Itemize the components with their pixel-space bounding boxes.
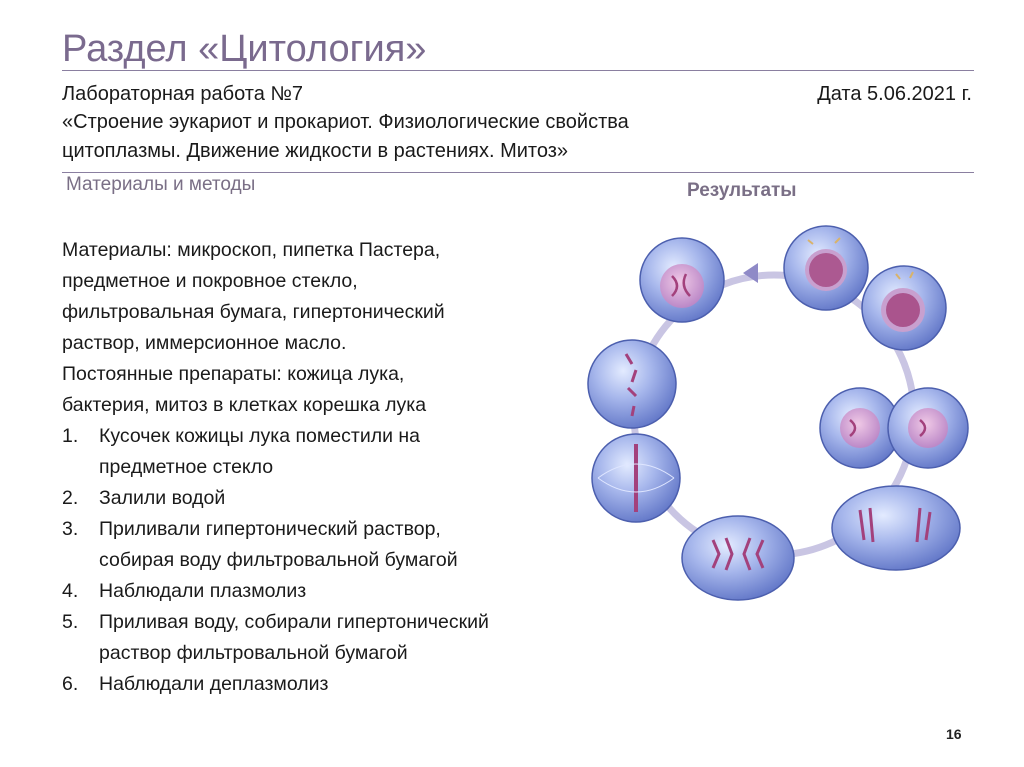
- mitosis-cycle-illustration: [578, 210, 978, 610]
- late-anaphase-cell: [832, 486, 960, 570]
- lab-theme: [62, 108, 762, 166]
- step-number: 4.: [62, 580, 79, 602]
- interphase-cell: [784, 226, 868, 310]
- prometaphase-cell: [588, 340, 676, 428]
- materials-line: фильтровальная бумага, гипертонический: [62, 301, 445, 323]
- step-text: раствор фильтровальной бумагой: [99, 642, 408, 664]
- method-step: [62, 483, 592, 514]
- slide-title: Раздел «Цитология»: [62, 28, 427, 70]
- materials-methods-text: [62, 235, 592, 700]
- method-step: [62, 669, 592, 700]
- lab-number: Лабораторная работа №7: [62, 83, 303, 105]
- results-heading: Результаты: [687, 180, 797, 201]
- materials-line: предметное и покровное стекло,: [62, 270, 358, 292]
- materials-line: раствор, иммерсионное масло.: [62, 332, 347, 354]
- method-steps-list: [62, 421, 592, 700]
- lab-theme-line: цитоплазмы. Движение жидкости в растениях. Митоз»: [62, 140, 569, 162]
- method-step: [62, 576, 592, 607]
- step-number: 5.: [62, 611, 79, 633]
- step-text: Залили водой: [99, 487, 226, 509]
- title-divider: [62, 70, 974, 71]
- materials-line: Материалы: микроскоп, пипетка Пастера,: [62, 239, 441, 261]
- materials-line: Постоянные препараты: кожица лука,: [62, 363, 405, 385]
- step-text: собирая воду фильтровальной бумагой: [99, 549, 458, 571]
- step-text: Приливая воду, собирали гипертонический: [99, 611, 489, 633]
- prophase-cell: [862, 266, 946, 350]
- materials-line: бактерия, митоз в клетках корешка лука: [62, 394, 427, 416]
- lab-theme-line: «Строение эукариот и прокариот. Физиологические свойства: [62, 111, 629, 133]
- method-step: [62, 607, 592, 669]
- step-number: 2.: [62, 487, 79, 509]
- materials-methods-heading: Материалы и методы: [66, 174, 256, 195]
- page-number: 16: [946, 726, 962, 742]
- step-text: Наблюдали плазмолиз: [99, 580, 307, 602]
- step-number: 6.: [62, 673, 79, 695]
- step-text: Наблюдали деплазмолиз: [99, 673, 329, 695]
- header-divider: [62, 172, 974, 173]
- step-text: предметное стекло: [99, 456, 274, 478]
- metaphase-cell: [592, 434, 680, 522]
- telophase-cell: [820, 388, 968, 468]
- anaphase-cell: [682, 516, 794, 600]
- method-step: [62, 421, 592, 483]
- step-number: 3.: [62, 518, 79, 540]
- step-number: 1.: [62, 425, 79, 447]
- early-prophase-cell: [640, 238, 724, 322]
- method-step: [62, 514, 592, 576]
- lab-date: Дата 5.06.2021 г.: [817, 83, 972, 105]
- step-text: Кусочек кожицы лука поместили на: [99, 425, 421, 447]
- step-text: Приливали гипертонический раствор,: [99, 518, 441, 540]
